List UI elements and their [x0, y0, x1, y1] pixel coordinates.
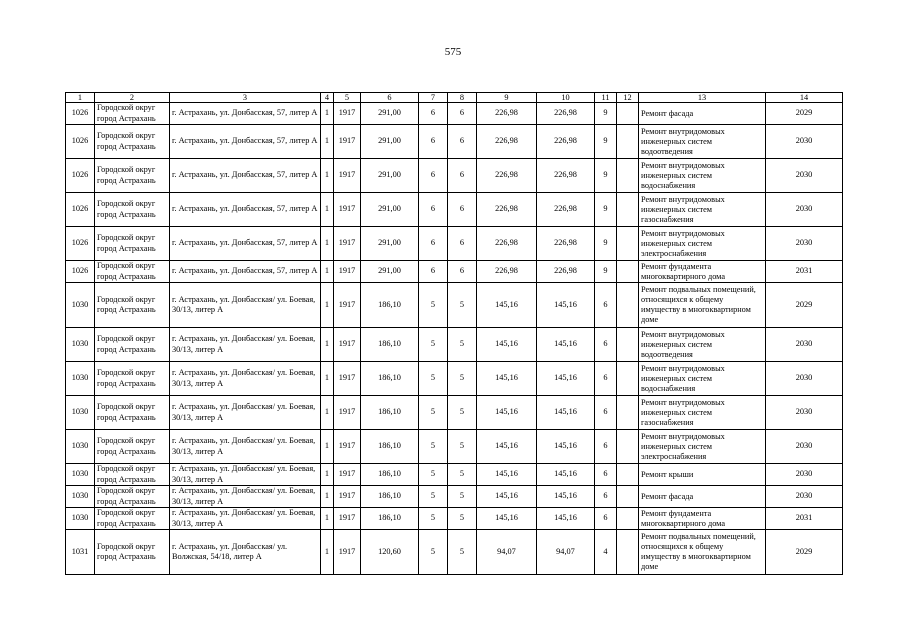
cell-col-7: 6	[419, 227, 448, 261]
cell-work-type: Ремонт внутридомовых инженерных систем водоснабжения	[639, 159, 766, 193]
cell-address: г. Астрахань, ул. Донбасская, 57, литер А	[170, 261, 321, 283]
cell-area: 291,00	[361, 261, 419, 283]
column-header: 2	[95, 93, 170, 103]
cell-col-9: 226,98	[477, 227, 537, 261]
cell-col-9: 226,98	[477, 159, 537, 193]
cell-year: 1917	[334, 328, 361, 362]
cell-planned-year: 2031	[766, 508, 843, 530]
table-row	[66, 508, 843, 530]
cell-address: г. Астрахань, ул. Донбасская/ ул. Волжская, 54/18, литер А	[170, 530, 321, 575]
table-row	[66, 328, 843, 362]
cell-planned-year: 2030	[766, 486, 843, 508]
cell-col-12	[617, 362, 639, 396]
cell-col-8: 5	[448, 508, 477, 530]
column-header: 7	[419, 93, 448, 103]
cell-area: 186,10	[361, 396, 419, 430]
cell-col-4: 1	[321, 328, 334, 362]
cell-col-9: 145,16	[477, 328, 537, 362]
cell-house-id: 1030	[66, 283, 95, 328]
cell-col-4: 1	[321, 261, 334, 283]
cell-col-9: 145,16	[477, 430, 537, 464]
cell-work-type: Ремонт внутридомовых инженерных систем водоотведения	[639, 328, 766, 362]
cell-house-id: 1026	[66, 125, 95, 159]
cell-col-8: 5	[448, 396, 477, 430]
cell-municipality: Городской округ город Астрахань	[95, 328, 170, 362]
cell-col-8: 6	[448, 159, 477, 193]
cell-planned-year: 2030	[766, 464, 843, 486]
cell-col-7: 5	[419, 283, 448, 328]
cell-work-type: Ремонт внутридомовых инженерных систем водоотведения	[639, 125, 766, 159]
cell-year: 1917	[334, 283, 361, 328]
cell-house-id: 1030	[66, 362, 95, 396]
cell-municipality: Городской округ город Астрахань	[95, 508, 170, 530]
cell-work-type: Ремонт внутридомовых инженерных систем газоснабжения	[639, 193, 766, 227]
cell-work-type: Ремонт внутридомовых инженерных систем водоснабжения	[639, 362, 766, 396]
cell-col-7: 5	[419, 530, 448, 575]
cell-address: г. Астрахань, ул. Донбасская/ ул. Боевая, 30/13, литер А	[170, 430, 321, 464]
cell-work-type: Ремонт фундамента многоквартирного дома	[639, 261, 766, 283]
cell-col-8: 5	[448, 283, 477, 328]
cell-planned-year: 2030	[766, 430, 843, 464]
cell-col-8: 5	[448, 362, 477, 396]
cell-col-9: 145,16	[477, 283, 537, 328]
table-row	[66, 486, 843, 508]
cell-col-4: 1	[321, 396, 334, 430]
cell-col-8: 5	[448, 464, 477, 486]
cell-municipality: Городской округ город Астрахань	[95, 193, 170, 227]
cell-col-8: 5	[448, 530, 477, 575]
table-row	[66, 103, 843, 125]
cell-col-11: 6	[595, 430, 617, 464]
cell-col-11: 9	[595, 261, 617, 283]
table-row	[66, 464, 843, 486]
cell-year: 1917	[334, 508, 361, 530]
cell-col-9: 145,16	[477, 464, 537, 486]
column-header: 11	[595, 93, 617, 103]
cell-col-4: 1	[321, 227, 334, 261]
table-row	[66, 261, 843, 283]
cell-col-7: 6	[419, 261, 448, 283]
cell-area: 291,00	[361, 125, 419, 159]
column-header: 4	[321, 93, 334, 103]
cell-work-type: Ремонт подвальных помещений, относящихся к общему имуществу в многоквартирном доме	[639, 283, 766, 328]
cell-col-9: 226,98	[477, 193, 537, 227]
cell-col-9: 94,07	[477, 530, 537, 575]
cell-work-type: Ремонт внутридомовых инженерных систем газоснабжения	[639, 396, 766, 430]
cell-planned-year: 2030	[766, 227, 843, 261]
cell-col-12	[617, 396, 639, 430]
column-header: 10	[537, 93, 595, 103]
cell-address: г. Астрахань, ул. Донбасская, 57, литер А	[170, 227, 321, 261]
cell-year: 1917	[334, 486, 361, 508]
cell-col-11: 9	[595, 193, 617, 227]
cell-year: 1917	[334, 193, 361, 227]
column-header: 14	[766, 93, 843, 103]
cell-col-11: 6	[595, 486, 617, 508]
cell-address: г. Астрахань, ул. Донбасская/ ул. Боевая, 30/13, литер А	[170, 362, 321, 396]
cell-municipality: Городской округ город Астрахань	[95, 362, 170, 396]
cell-area: 186,10	[361, 486, 419, 508]
cell-municipality: Городской округ город Астрахань	[95, 430, 170, 464]
cell-planned-year: 2030	[766, 159, 843, 193]
cell-address: г. Астрахань, ул. Донбасская/ ул. Боевая, 30/13, литер А	[170, 508, 321, 530]
table-row	[66, 362, 843, 396]
cell-address: г. Астрахань, ул. Донбасская, 57, литер А	[170, 103, 321, 125]
cell-area: 120,60	[361, 530, 419, 575]
cell-col-10: 94,07	[537, 530, 595, 575]
cell-col-9: 145,16	[477, 486, 537, 508]
cell-col-7: 5	[419, 486, 448, 508]
page-number: 575	[444, 46, 462, 58]
cell-col-4: 1	[321, 464, 334, 486]
cell-col-11: 6	[595, 328, 617, 362]
cell-planned-year: 2031	[766, 261, 843, 283]
cell-address: г. Астрахань, ул. Донбасская, 57, литер А	[170, 159, 321, 193]
cell-municipality: Городской округ город Астрахань	[95, 486, 170, 508]
cell-municipality: Городской округ город Астрахань	[95, 464, 170, 486]
cell-planned-year: 2030	[766, 396, 843, 430]
cell-col-7: 5	[419, 430, 448, 464]
cell-col-4: 1	[321, 486, 334, 508]
cell-address: г. Астрахань, ул. Донбасская/ ул. Боевая, 30/13, литер А	[170, 328, 321, 362]
cell-address: г. Астрахань, ул. Донбасская/ ул. Боевая, 30/13, литер А	[170, 486, 321, 508]
cell-col-11: 6	[595, 464, 617, 486]
cell-col-8: 6	[448, 193, 477, 227]
cell-year: 1917	[334, 430, 361, 464]
cell-col-11: 4	[595, 530, 617, 575]
cell-col-4: 1	[321, 193, 334, 227]
cell-col-4: 1	[321, 125, 334, 159]
cell-col-12	[617, 227, 639, 261]
cell-year: 1917	[334, 159, 361, 193]
cell-col-7: 5	[419, 508, 448, 530]
cell-work-type: Ремонт фундамента многоквартирного дома	[639, 508, 766, 530]
cell-area: 186,10	[361, 430, 419, 464]
cell-col-12	[617, 430, 639, 464]
cell-col-11: 9	[595, 227, 617, 261]
cell-col-10: 226,98	[537, 125, 595, 159]
cell-col-8: 5	[448, 328, 477, 362]
column-header: 6	[361, 93, 419, 103]
cell-col-11: 9	[595, 159, 617, 193]
cell-year: 1917	[334, 530, 361, 575]
table-row	[66, 530, 843, 575]
cell-col-8: 5	[448, 430, 477, 464]
cell-house-id: 1026	[66, 159, 95, 193]
cell-col-8: 6	[448, 125, 477, 159]
table-row	[66, 125, 843, 159]
cell-area: 186,10	[361, 464, 419, 486]
cell-col-4: 1	[321, 103, 334, 125]
cell-col-10: 145,16	[537, 283, 595, 328]
cell-house-id: 1026	[66, 193, 95, 227]
cell-col-7: 6	[419, 193, 448, 227]
cell-col-12	[617, 159, 639, 193]
cell-col-4: 1	[321, 283, 334, 328]
cell-municipality: Городской округ город Астрахань	[95, 159, 170, 193]
cell-year: 1917	[334, 103, 361, 125]
cell-area: 291,00	[361, 193, 419, 227]
cell-year: 1917	[334, 125, 361, 159]
cell-col-10: 145,16	[537, 430, 595, 464]
table-row	[66, 159, 843, 193]
table-row	[66, 227, 843, 261]
cell-col-11: 6	[595, 508, 617, 530]
cell-house-id: 1026	[66, 261, 95, 283]
cell-col-10: 145,16	[537, 464, 595, 486]
cell-col-9: 226,98	[477, 125, 537, 159]
cell-col-7: 5	[419, 362, 448, 396]
cell-planned-year: 2030	[766, 125, 843, 159]
cell-work-type: Ремонт внутридомовых инженерных систем электроснабжения	[639, 430, 766, 464]
column-header: 8	[448, 93, 477, 103]
cell-municipality: Городской округ город Астрахань	[95, 530, 170, 575]
column-header: 12	[617, 93, 639, 103]
table-row	[66, 283, 843, 328]
cell-col-12	[617, 508, 639, 530]
cell-area: 186,10	[361, 362, 419, 396]
cell-col-4: 1	[321, 530, 334, 575]
cell-municipality: Городской округ город Астрахань	[95, 125, 170, 159]
cell-col-12	[617, 464, 639, 486]
cell-col-11: 6	[595, 283, 617, 328]
cell-col-8: 6	[448, 227, 477, 261]
cell-area: 186,10	[361, 283, 419, 328]
cell-col-9: 145,16	[477, 362, 537, 396]
cell-col-11: 6	[595, 396, 617, 430]
cell-area: 291,00	[361, 103, 419, 125]
column-header: 1	[66, 93, 95, 103]
cell-year: 1917	[334, 261, 361, 283]
cell-col-12	[617, 125, 639, 159]
cell-col-12	[617, 193, 639, 227]
cell-house-id: 1030	[66, 328, 95, 362]
cell-col-10: 145,16	[537, 486, 595, 508]
column-number-header-row	[66, 93, 843, 103]
cell-area: 186,10	[361, 508, 419, 530]
cell-house-id: 1026	[66, 227, 95, 261]
cell-col-4: 1	[321, 508, 334, 530]
column-header: 3	[170, 93, 321, 103]
cell-col-7: 5	[419, 396, 448, 430]
column-header: 5	[334, 93, 361, 103]
cell-col-9: 145,16	[477, 396, 537, 430]
cell-col-9: 145,16	[477, 508, 537, 530]
cell-address: г. Астрахань, ул. Донбасская/ ул. Боевая, 30/13, литер А	[170, 396, 321, 430]
cell-planned-year: 2030	[766, 362, 843, 396]
cell-col-11: 9	[595, 125, 617, 159]
cell-col-10: 145,16	[537, 396, 595, 430]
cell-col-8: 6	[448, 103, 477, 125]
cell-address: г. Астрахань, ул. Донбасская/ ул. Боевая, 30/13, литер А	[170, 283, 321, 328]
cell-col-4: 1	[321, 430, 334, 464]
cell-col-4: 1	[321, 362, 334, 396]
column-header: 13	[639, 93, 766, 103]
cell-col-7: 5	[419, 464, 448, 486]
cell-col-10: 145,16	[537, 362, 595, 396]
cell-address: г. Астрахань, ул. Донбасская/ ул. Боевая, 30/13, литер А	[170, 464, 321, 486]
cell-col-10: 145,16	[537, 508, 595, 530]
cell-work-type: Ремонт фасада	[639, 486, 766, 508]
cell-col-12	[617, 103, 639, 125]
cell-col-10: 226,98	[537, 193, 595, 227]
cell-year: 1917	[334, 396, 361, 430]
cell-col-12	[617, 530, 639, 575]
cell-col-4: 1	[321, 159, 334, 193]
cell-col-12	[617, 261, 639, 283]
cell-area: 291,00	[361, 227, 419, 261]
cell-col-7: 5	[419, 328, 448, 362]
cell-area: 186,10	[361, 328, 419, 362]
cell-planned-year: 2029	[766, 530, 843, 575]
cell-col-7: 6	[419, 159, 448, 193]
table-row	[66, 193, 843, 227]
cell-planned-year: 2029	[766, 283, 843, 328]
cell-col-10: 226,98	[537, 159, 595, 193]
cell-planned-year: 2029	[766, 103, 843, 125]
cell-col-10: 145,16	[537, 328, 595, 362]
cell-house-id: 1031	[66, 530, 95, 575]
cell-work-type: Ремонт фасада	[639, 103, 766, 125]
cell-municipality: Городской округ город Астрахань	[95, 283, 170, 328]
cell-house-id: 1026	[66, 103, 95, 125]
cell-area: 291,00	[361, 159, 419, 193]
cell-col-8: 6	[448, 261, 477, 283]
column-header: 9	[477, 93, 537, 103]
cell-year: 1917	[334, 227, 361, 261]
cell-col-10: 226,98	[537, 261, 595, 283]
table-row	[66, 396, 843, 430]
cell-municipality: Городской округ город Астрахань	[95, 227, 170, 261]
table-row	[66, 430, 843, 464]
cell-work-type: Ремонт подвальных помещений, относящихся к общему имуществу в многоквартирном доме	[639, 530, 766, 575]
cell-address: г. Астрахань, ул. Донбасская, 57, литер А	[170, 125, 321, 159]
cell-col-9: 226,98	[477, 261, 537, 283]
cell-col-9: 226,98	[477, 103, 537, 125]
cell-work-type: Ремонт внутридомовых инженерных систем электроснабжения	[639, 227, 766, 261]
cell-house-id: 1030	[66, 464, 95, 486]
cell-col-11: 6	[595, 362, 617, 396]
cell-planned-year: 2030	[766, 193, 843, 227]
cell-house-id: 1030	[66, 508, 95, 530]
cell-col-12	[617, 283, 639, 328]
cell-col-12	[617, 486, 639, 508]
cell-planned-year: 2030	[766, 328, 843, 362]
cell-year: 1917	[334, 362, 361, 396]
cell-municipality: Городской округ город Астрахань	[95, 396, 170, 430]
cell-municipality: Городской округ город Астрахань	[95, 103, 170, 125]
cell-col-10: 226,98	[537, 103, 595, 125]
cell-house-id: 1030	[66, 430, 95, 464]
cell-municipality: Городской округ город Астрахань	[95, 261, 170, 283]
cell-house-id: 1030	[66, 396, 95, 430]
cell-col-11: 9	[595, 103, 617, 125]
capital-repair-table	[65, 92, 843, 575]
cell-work-type: Ремонт крыши	[639, 464, 766, 486]
cell-col-7: 6	[419, 125, 448, 159]
cell-house-id: 1030	[66, 486, 95, 508]
cell-col-10: 226,98	[537, 227, 595, 261]
cell-address: г. Астрахань, ул. Донбасская, 57, литер А	[170, 193, 321, 227]
cell-col-12	[617, 328, 639, 362]
cell-col-8: 5	[448, 486, 477, 508]
cell-col-7: 6	[419, 103, 448, 125]
cell-year: 1917	[334, 464, 361, 486]
